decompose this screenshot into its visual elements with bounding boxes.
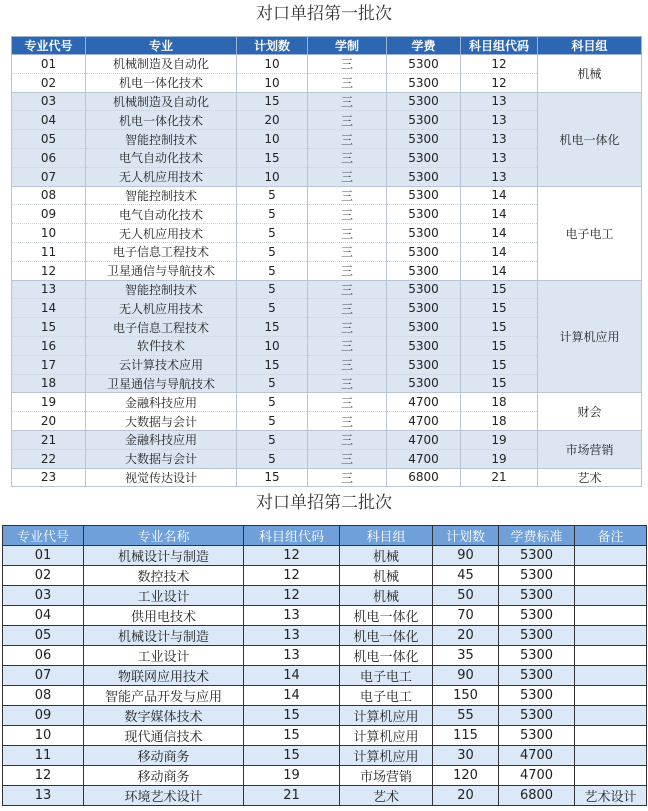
- table-cell: 18: [461, 412, 538, 431]
- group-cell: 机械: [538, 55, 642, 93]
- table-cell: 计算机应用: [340, 746, 433, 766]
- table-cell: 大数据与会计: [86, 449, 237, 468]
- table-cell: 10: [237, 55, 308, 74]
- table-cell: 无人机应用技术: [86, 167, 237, 186]
- table-cell: 15: [244, 746, 340, 766]
- table-cell: 13: [461, 111, 538, 130]
- table-cell: 5300: [387, 280, 461, 299]
- table-cell: 15: [461, 374, 538, 393]
- table-cell: 13: [12, 280, 86, 299]
- table-cell: 09: [3, 706, 84, 726]
- table-cell: 15: [461, 318, 538, 337]
- table-cell: 15: [12, 318, 86, 337]
- table-cell: 90: [433, 666, 499, 686]
- table-cell: [575, 726, 647, 746]
- table-cell: 21: [12, 430, 86, 449]
- table-cell: 5300: [499, 626, 575, 646]
- table-cell: 5300: [387, 374, 461, 393]
- table-cell: 5: [237, 393, 308, 412]
- table-cell: 55: [433, 706, 499, 726]
- table-cell: 三: [308, 167, 387, 186]
- table-cell: 三: [308, 224, 387, 243]
- table-cell: 5300: [499, 566, 575, 586]
- table-cell: 5: [237, 280, 308, 299]
- table-cell: 06: [3, 646, 84, 666]
- table-cell: 电子信息工程技术: [86, 242, 237, 261]
- table-cell: 5: [237, 299, 308, 318]
- table-cell: [575, 706, 647, 726]
- table-cell: 13: [244, 626, 340, 646]
- table-cell: 机械: [340, 586, 433, 606]
- table-cell: 机械设计与制造: [84, 546, 244, 566]
- table-cell: 18: [461, 393, 538, 412]
- table-cell: 5300: [387, 261, 461, 280]
- table1-header-cell: 专业: [86, 37, 237, 55]
- table-cell: 5: [237, 412, 308, 431]
- table-cell: 三: [308, 299, 387, 318]
- table-row: [3, 646, 647, 666]
- table-cell: 12: [12, 261, 86, 280]
- table1-header-cell: 专业代号: [12, 37, 86, 55]
- table-cell: 5: [237, 430, 308, 449]
- table-cell: 120: [433, 766, 499, 786]
- table-row: [3, 746, 647, 766]
- table2-header-cell: 专业名称: [84, 526, 244, 546]
- table-cell: 卫星通信与导航技术: [86, 261, 237, 280]
- table-cell: 5300: [387, 205, 461, 224]
- table-cell: 机电一体化: [340, 606, 433, 626]
- table-row: [3, 786, 647, 806]
- table-cell: 07: [3, 666, 84, 686]
- table-cell: 无人机应用技术: [86, 224, 237, 243]
- table-cell: 20: [12, 412, 86, 431]
- table1-header-row: [12, 37, 642, 55]
- table-row: [3, 626, 647, 646]
- table-row: [12, 280, 642, 299]
- table-cell: 03: [3, 586, 84, 606]
- table-cell: 12: [244, 546, 340, 566]
- table-cell: 15: [461, 299, 538, 318]
- table-cell: 机械设计与制造: [84, 626, 244, 646]
- table-cell: 5300: [499, 606, 575, 626]
- table-cell: 10: [3, 726, 84, 746]
- table-cell: 智能控制技术: [86, 130, 237, 149]
- table-cell: 三: [308, 374, 387, 393]
- table-cell: 三: [308, 449, 387, 468]
- table-cell: 计算机应用: [340, 706, 433, 726]
- table-cell: 4700: [387, 430, 461, 449]
- table-cell: 45: [433, 566, 499, 586]
- table-cell: 12: [244, 586, 340, 606]
- table-cell: 10: [237, 130, 308, 149]
- table-cell: 5: [237, 242, 308, 261]
- table-cell: 14: [461, 242, 538, 261]
- table-cell: 机电一体化: [340, 626, 433, 646]
- table-cell: 5: [237, 186, 308, 205]
- table-cell: 17: [12, 355, 86, 374]
- table-row: [3, 706, 647, 726]
- table1-header-cell: 学制: [308, 37, 387, 55]
- table-cell: 19: [244, 766, 340, 786]
- table-cell: 电子信息工程技术: [86, 318, 237, 337]
- table-cell: 13: [244, 646, 340, 666]
- table-cell: 5300: [499, 706, 575, 726]
- table-cell: 5300: [387, 355, 461, 374]
- table-cell: 01: [12, 55, 86, 74]
- table-cell: 三: [308, 430, 387, 449]
- table-cell: 19: [12, 393, 86, 412]
- table-cell: 电气自动化技术: [86, 205, 237, 224]
- table-cell: 05: [12, 130, 86, 149]
- table-cell: 6800: [499, 786, 575, 806]
- table-row: [3, 546, 647, 566]
- table-cell: 03: [12, 92, 86, 111]
- table-cell: 三: [308, 336, 387, 355]
- table-row: [3, 606, 647, 626]
- table-cell: 视觉传达设计: [86, 468, 237, 487]
- table-cell: 15: [461, 355, 538, 374]
- table-cell: 5: [237, 205, 308, 224]
- table-cell: 5300: [387, 148, 461, 167]
- table-cell: 5: [237, 224, 308, 243]
- table-cell: 04: [12, 111, 86, 130]
- table-cell: 50: [433, 586, 499, 606]
- table-cell: 艺术: [340, 786, 433, 806]
- table-row: [3, 586, 647, 606]
- table-cell: 市场营销: [340, 766, 433, 786]
- table-row: [12, 430, 642, 449]
- table-cell: [575, 566, 647, 586]
- table-cell: 02: [3, 566, 84, 586]
- table-cell: 三: [308, 148, 387, 167]
- table-cell: 07: [12, 167, 86, 186]
- table-cell: 三: [308, 355, 387, 374]
- table-cell: 艺术设计: [575, 786, 647, 806]
- table-cell: 三: [308, 393, 387, 412]
- table-cell: 15: [237, 92, 308, 111]
- table1-header-cell: 计划数: [237, 37, 308, 55]
- table-cell: 12: [244, 566, 340, 586]
- table-row: [12, 55, 642, 74]
- batch2-table: [2, 525, 647, 806]
- table-cell: 5300: [387, 130, 461, 149]
- table-cell: 15: [461, 280, 538, 299]
- table-cell: 三: [308, 280, 387, 299]
- table-cell: 12: [461, 55, 538, 74]
- table-row: [12, 468, 642, 487]
- table-cell: 4700: [387, 412, 461, 431]
- table-cell: 机电一体化技术: [86, 73, 237, 92]
- table-cell: 4700: [499, 746, 575, 766]
- table-cell: 70: [433, 606, 499, 626]
- table-cell: 数字媒体技术: [84, 706, 244, 726]
- table-cell: 卫星通信与导航技术: [86, 374, 237, 393]
- group-cell: 市场营销: [538, 430, 642, 468]
- table-cell: 13: [461, 130, 538, 149]
- table-cell: 150: [433, 686, 499, 706]
- table-cell: 5: [237, 449, 308, 468]
- table-cell: 三: [308, 242, 387, 261]
- table2-header-cell: 学费标准: [499, 526, 575, 546]
- table-cell: 90: [433, 546, 499, 566]
- table-cell: 机械: [340, 546, 433, 566]
- table2-header-cell: 科目组代码: [244, 526, 340, 546]
- group-cell: 艺术: [538, 468, 642, 487]
- table-cell: 15: [237, 355, 308, 374]
- table-cell: 5300: [387, 167, 461, 186]
- table-cell: 5300: [387, 55, 461, 74]
- table2-header-cell: 计划数: [433, 526, 499, 546]
- table-cell: 13: [3, 786, 84, 806]
- table-cell: [575, 606, 647, 626]
- table-cell: 14: [244, 686, 340, 706]
- table-cell: 14: [461, 261, 538, 280]
- table-cell: [575, 686, 647, 706]
- table-cell: [575, 646, 647, 666]
- table-cell: 08: [12, 186, 86, 205]
- table-cell: 三: [308, 92, 387, 111]
- group-cell: 电子电工: [538, 186, 642, 280]
- table-cell: 计算机应用: [340, 726, 433, 746]
- table-cell: 移动商务: [84, 766, 244, 786]
- table-cell: 12: [3, 766, 84, 786]
- table-cell: 22: [12, 449, 86, 468]
- table-cell: [575, 746, 647, 766]
- table-cell: 30: [433, 746, 499, 766]
- table-cell: 12: [461, 73, 538, 92]
- table-cell: 16: [12, 336, 86, 355]
- table-row: [3, 666, 647, 686]
- table-row: [3, 726, 647, 746]
- table-cell: 15: [237, 318, 308, 337]
- table-cell: 智能控制技术: [86, 280, 237, 299]
- table-cell: 无人机应用技术: [86, 299, 237, 318]
- table-cell: 19: [461, 430, 538, 449]
- table-cell: 工业设计: [84, 646, 244, 666]
- table-cell: 机电一体化: [340, 646, 433, 666]
- table-cell: 数控技术: [84, 566, 244, 586]
- table-cell: 三: [308, 73, 387, 92]
- table1-header-cell: 学费: [387, 37, 461, 55]
- table2-header-cell: 备注: [575, 526, 647, 546]
- table2-title: 对口单招第二批次: [256, 493, 392, 514]
- table-row: [3, 686, 647, 706]
- table-cell: 02: [12, 73, 86, 92]
- table-cell: 5300: [499, 726, 575, 746]
- batch1-table: [11, 36, 642, 487]
- table-cell: [575, 586, 647, 606]
- table-cell: 5300: [499, 586, 575, 606]
- table-cell: 13: [461, 167, 538, 186]
- table-cell: 15: [237, 468, 308, 487]
- table-cell: 06: [12, 148, 86, 167]
- table-cell: 09: [12, 205, 86, 224]
- table-cell: 15: [461, 336, 538, 355]
- table-cell: 13: [461, 92, 538, 111]
- table-cell: 14: [461, 224, 538, 243]
- group-cell: 财会: [538, 393, 642, 431]
- table-cell: 10: [237, 336, 308, 355]
- table1-title: 对口单招第一批次: [256, 4, 392, 24]
- group-cell: 计算机应用: [538, 280, 642, 393]
- table-cell: 6800: [387, 468, 461, 487]
- table-cell: 5300: [499, 646, 575, 666]
- table-cell: 软件技术: [86, 336, 237, 355]
- table-cell: 5300: [499, 666, 575, 686]
- table-cell: 10: [12, 224, 86, 243]
- table-cell: 现代通信技术: [84, 726, 244, 746]
- table-cell: 5300: [387, 318, 461, 337]
- group-cell: 机电一体化: [538, 92, 642, 186]
- table-cell: 115: [433, 726, 499, 746]
- table-cell: 金融科技应用: [86, 393, 237, 412]
- table-cell: [575, 546, 647, 566]
- table-cell: 13: [461, 148, 538, 167]
- table-cell: 5300: [387, 299, 461, 318]
- table-cell: 21: [244, 786, 340, 806]
- table-cell: 23: [12, 468, 86, 487]
- table-cell: 4700: [387, 449, 461, 468]
- table-cell: 三: [308, 55, 387, 74]
- table-row: [12, 186, 642, 205]
- table-cell: 4700: [387, 393, 461, 412]
- table1-header-cell: 科目组: [538, 37, 642, 55]
- table1-header-cell: 科目组代码: [461, 37, 538, 55]
- table-cell: [575, 666, 647, 686]
- table-cell: 智能产品开发与应用: [84, 686, 244, 706]
- table-cell: 15: [237, 148, 308, 167]
- table-cell: 01: [3, 546, 84, 566]
- table-cell: [575, 766, 647, 786]
- table-cell: 14: [461, 205, 538, 224]
- table-cell: 5300: [499, 686, 575, 706]
- table-cell: 10: [237, 73, 308, 92]
- table-cell: 5300: [387, 336, 461, 355]
- table-cell: 15: [244, 706, 340, 726]
- table-cell: 智能控制技术: [86, 186, 237, 205]
- table-cell: 工业设计: [84, 586, 244, 606]
- table2-header-cell: 专业代号: [3, 526, 84, 546]
- table-cell: 04: [3, 606, 84, 626]
- table-cell: 三: [308, 412, 387, 431]
- table-cell: 5300: [499, 546, 575, 566]
- table-cell: 环境艺术设计: [84, 786, 244, 806]
- table-cell: 机械制造及自动化: [86, 55, 237, 74]
- table-cell: 11: [3, 746, 84, 766]
- table-cell: 5: [237, 261, 308, 280]
- table-cell: 5300: [387, 73, 461, 92]
- table2-header-row: [3, 526, 647, 546]
- table-cell: 20: [433, 626, 499, 646]
- table-cell: 三: [308, 318, 387, 337]
- table-cell: 35: [433, 646, 499, 666]
- table-cell: 三: [308, 205, 387, 224]
- table-cell: 电子电工: [340, 666, 433, 686]
- table-cell: 14: [461, 186, 538, 205]
- table-cell: 5300: [387, 186, 461, 205]
- table-cell: 14: [244, 666, 340, 686]
- table-cell: 三: [308, 186, 387, 205]
- table-cell: 三: [308, 261, 387, 280]
- table-cell: 5300: [387, 242, 461, 261]
- table-cell: 20: [237, 111, 308, 130]
- table-row: [12, 92, 642, 111]
- table-cell: [575, 626, 647, 646]
- table-cell: 5: [237, 374, 308, 393]
- table-cell: 18: [12, 374, 86, 393]
- table-cell: 移动商务: [84, 746, 244, 766]
- table-cell: 物联网应用技术: [84, 666, 244, 686]
- table-cell: 08: [3, 686, 84, 706]
- table-cell: 5300: [387, 224, 461, 243]
- table-cell: 金融科技应用: [86, 430, 237, 449]
- table-cell: 05: [3, 626, 84, 646]
- table-cell: 供用电技术: [84, 606, 244, 626]
- table-cell: 机械制造及自动化: [86, 92, 237, 111]
- table-cell: 5300: [387, 92, 461, 111]
- table-cell: 15: [244, 726, 340, 746]
- table-row: [12, 393, 642, 412]
- table2-header-cell: 科目组: [340, 526, 433, 546]
- table-cell: 电气自动化技术: [86, 148, 237, 167]
- table-cell: 5300: [387, 111, 461, 130]
- table-cell: 大数据与会计: [86, 412, 237, 431]
- table-cell: 三: [308, 111, 387, 130]
- table-cell: 20: [433, 786, 499, 806]
- table-cell: 13: [244, 606, 340, 626]
- table-row: [3, 766, 647, 786]
- table-cell: 云计算技术应用: [86, 355, 237, 374]
- table-cell: 14: [12, 299, 86, 318]
- table-cell: 三: [308, 130, 387, 149]
- table-cell: 电子电工: [340, 686, 433, 706]
- table-cell: 11: [12, 242, 86, 261]
- table-cell: 机械: [340, 566, 433, 586]
- table-cell: 10: [237, 167, 308, 186]
- table-cell: 4700: [499, 766, 575, 786]
- table-cell: 三: [308, 468, 387, 487]
- table-cell: 21: [461, 468, 538, 487]
- table-cell: 19: [461, 449, 538, 468]
- table-cell: 机电一体化技术: [86, 111, 237, 130]
- table-row: [3, 566, 647, 586]
